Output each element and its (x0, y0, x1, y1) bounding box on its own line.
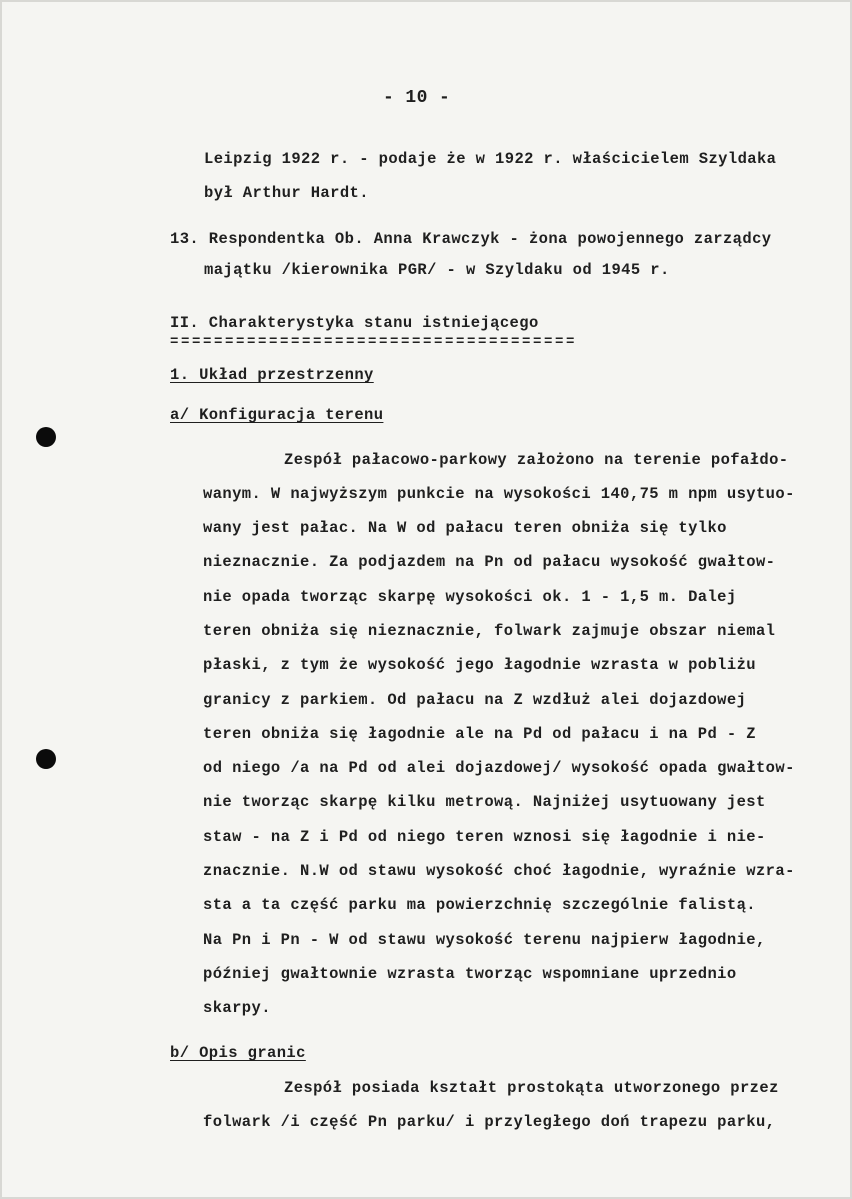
text-line: od niego /a na Pd od alei dojazdowej/ wysokość opada gwałtow- (203, 759, 795, 777)
text-line: skarpy. (203, 999, 271, 1017)
text-line: nie tworząc skarpę kilku metrową. Najniżej usytuowany jest (203, 793, 766, 811)
text-line: Zespół pałacowo-parkowy założono na terenie pofałdo- (284, 451, 789, 469)
section-heading: II. Charakterystyka stanu istniejącego (170, 314, 539, 332)
subsection-heading: 1. Układ przestrzenny (170, 366, 374, 384)
text-line: Zespół posiada kształt prostokąta utworzonego przez (284, 1079, 779, 1097)
text-line: majątku /kierownika PGR/ - w Szyldaku od 1945 r. (204, 261, 670, 279)
text-line: był Arthur Hardt. (204, 184, 369, 202)
punch-hole (36, 749, 56, 769)
subsection-heading: b/ Opis granic (170, 1044, 306, 1062)
text-line: nieznacznie. Za podjazdem na Pn od pałacu wysokość gwałtow- (203, 553, 776, 571)
text-line: wany jest pałac. Na W od pałacu teren obniża się tylko (203, 519, 727, 537)
subsection-heading: a/ Konfiguracja terenu (170, 406, 384, 424)
text-line: później gwałtownie wzrasta tworząc wspomniane uprzednio (203, 965, 737, 983)
text-line: Na Pn i Pn - W od stawu wysokość terenu najpierw łagodnie, (203, 931, 766, 949)
text-line: znacznie. N.W od stawu wysokość choć łagodnie, wyraźnie wzra- (203, 862, 795, 880)
text-line: płaski, z tym że wysokość jego łagodnie wzrasta w pobliżu (203, 656, 756, 674)
text-line: teren obniża się nieznacznie, folwark zajmuje obszar niemal (203, 622, 776, 640)
text-line: folwark /i część Pn parku/ i przyległego doń trapezu parku, (203, 1113, 776, 1131)
text-line: 13. Respondentka Ob. Anna Krawczyk - żona powojennego zarządcy (170, 230, 772, 248)
text-line: wanym. W najwyższym punkcie na wysokości 140,75 m npm usytuo- (203, 485, 795, 503)
text-line: staw - na Z i Pd od niego teren wznosi się łagodnie i nie- (203, 828, 766, 846)
text-line: sta a ta część parku ma powierzchnię szczególnie falistą. (203, 896, 756, 914)
page-number: - 10 - (383, 88, 451, 108)
text-line: nie opada tworząc skarpę wysokości ok. 1 - 1,5 m. Dalej (203, 588, 737, 606)
punch-hole (36, 427, 56, 447)
heading-rule: ===================================== (170, 334, 578, 350)
text-line: Leipzig 1922 r. - podaje że w 1922 r. właścicielem Szyldaka (204, 150, 777, 168)
text-line: granicy z parkiem. Od pałacu na Z wzdłuż alei dojazdowej (203, 691, 747, 709)
text-line: teren obniża się łagodnie ale na Pd od pałacu i na Pd - Z (203, 725, 756, 743)
